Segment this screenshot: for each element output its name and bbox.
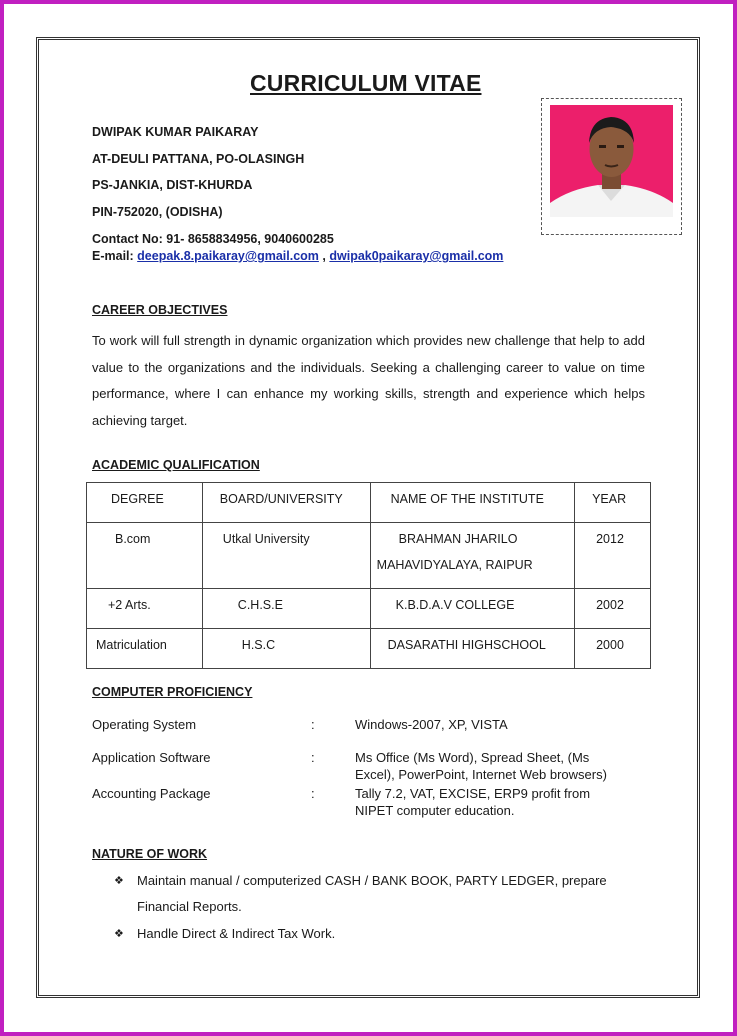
document-title: CURRICULUM VITAE [250,70,482,96]
computer-proficiency-heading: COMPUTER PROFICIENCY [92,685,253,699]
cell-year: 2000 [575,629,651,669]
cp-value-app-line-2: Excel), PowerPoint, Internet Web browsers) [355,767,607,782]
email-link-2[interactable]: dwipak0paikaray@gmail.com [329,249,504,263]
nature-of-work-heading: NATURE OF WORK [92,847,208,861]
cell-year: 2012 [575,523,651,589]
address-line-3: PIN-752020, (ODISHA) [92,205,223,219]
cell-institute [370,523,574,589]
candidate-name: DWIPAK KUMAR PAIKARAY [92,125,259,139]
cp-label-os: Operating System [92,717,197,732]
column-header-degree: DEGREE [87,483,203,523]
diamond-bullet-icon: ❖ [114,875,124,887]
cell-board: H.S.C [202,629,370,669]
cp-separator: : [311,717,315,732]
cp-label-accounting: Accounting Package [92,786,211,801]
work-item-line-2: Financial Reports. [137,899,242,914]
column-header-year: YEAR [575,483,651,523]
table-header-row [87,483,651,523]
diamond-bullet-icon: ❖ [114,928,124,940]
cp-value-os: Windows-2007, XP, VISTA [355,717,508,732]
work-item-line-1: Maintain manual / computerized CASH / BANK BOOK, PARTY LEDGER, prepare [137,873,607,888]
table-row [87,523,651,589]
email-separator: , [322,249,326,263]
email-link-1[interactable]: deepak.8.paikaray@gmail.com [137,249,319,263]
cp-value-accounting-line-2: NIPET computer education. [355,803,515,818]
cell-board: C.H.S.E [202,589,370,629]
photo-frame [541,98,682,235]
contact-number: Contact No: 91- 8658834956, 9040600285 [92,232,334,246]
cell-institute-line-1: BRAHMAN JHARILO [398,532,518,546]
cp-label-app: Application Software [92,750,211,765]
cp-value-app-line-1: Ms Office (Ms Word), Spread Sheet, (Ms [355,750,590,765]
academic-qualification-heading: ACADEMIC QUALIFICATION [92,458,260,472]
work-item-line-1: Handle Direct & Indirect Tax Work. [137,926,336,941]
table-row [87,589,651,629]
cp-separator: : [311,786,315,801]
column-header-institute: NAME OF THE INSTITUTE [370,483,574,523]
cell-board: Utkal University [202,523,370,589]
email-line [92,249,503,263]
profile-photo [550,105,673,217]
cell-degree: B.com [87,523,203,589]
table-row [87,629,651,669]
column-header-board: BOARD/UNIVERSITY [202,483,370,523]
cp-value-accounting-line-1: Tally 7.2, VAT, EXCISE, ERP9 profit from [355,786,591,801]
address-line-2: PS-JANKIA, DIST-KHURDA [92,178,253,192]
address-line-1: AT-DEULI PATTANA, PO-OLASINGH [92,152,305,166]
cp-separator: : [311,750,315,765]
cell-institute-line-2: MAHAVIDYALAYA, RAIPUR [376,558,533,572]
academic-table [86,482,651,669]
cell-institute: DASARATHI HIGHSCHOOL [370,629,574,669]
cell-institute: K.B.D.A.V COLLEGE [370,589,574,629]
cell-degree: +2 Arts. [87,589,203,629]
email-label: E-mail: [92,249,134,263]
cell-year: 2002 [575,589,651,629]
cell-degree: Matriculation [87,629,203,669]
career-objectives-text: To work will full strength in dynamic organization which provides new challenge that help to add value to the organizations and the individuals. Seeking a challenging career to value on time performance, where I can enhance my working skills, strength and experience which helps achieving target. [92,333,645,428]
career-objectives-heading: CAREER OBJECTIVES [92,303,228,317]
